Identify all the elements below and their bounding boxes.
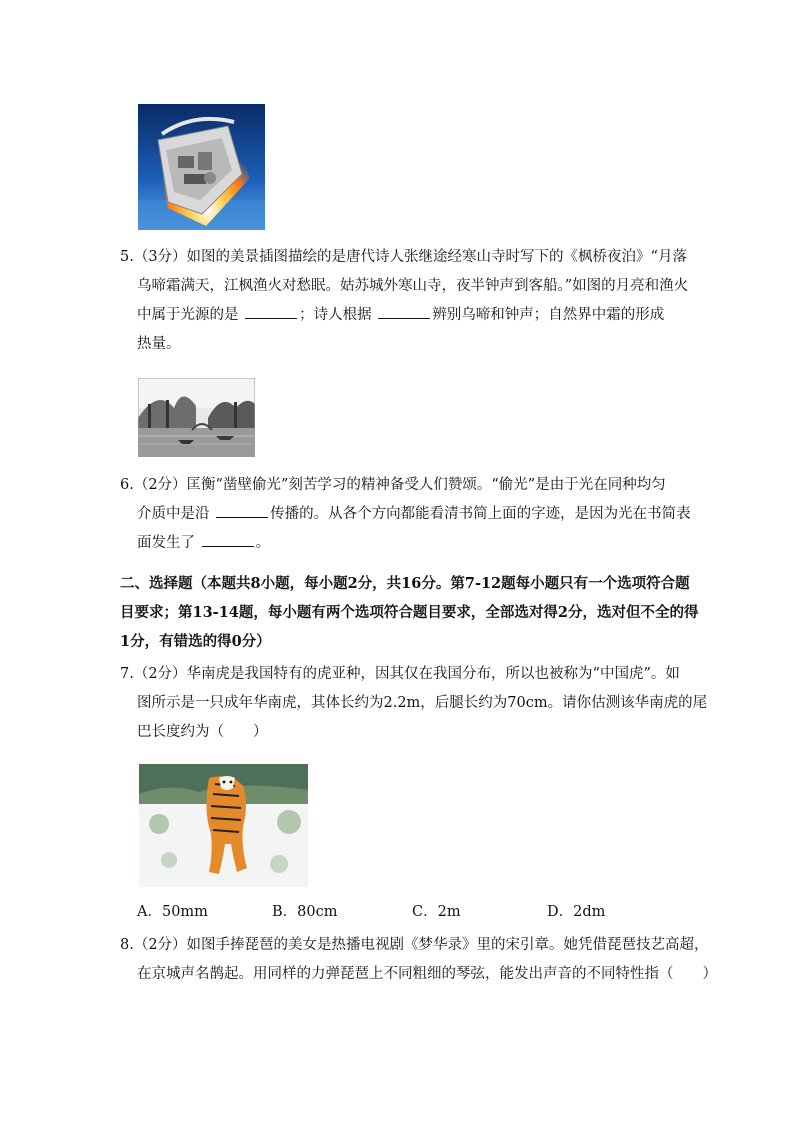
section-2-line-2: 目要求；第13-14题，每小题有两个选项符合题目要求，全部选对得2分，选对但不全的得 bbox=[120, 604, 699, 621]
q8-line-1: 8.（2分）如图手捧琵琶的美女是热播电视剧《梦华录》里的宋引章。她凭借琵琶技艺高超， bbox=[120, 937, 709, 953]
section-2-line-3: 1分，有错选的得0分） bbox=[120, 633, 271, 650]
q7-line-3: 巴长度约为（ ） bbox=[137, 724, 268, 740]
q5-answer-blank-2[interactable] bbox=[378, 317, 430, 319]
q6-answer-blank-2[interactable] bbox=[202, 545, 254, 547]
question-5 bbox=[120, 243, 689, 359]
q6-line-2-part-b: 传播的。从各个方向都能看清书简上面的字迹，是因为光在书简表 bbox=[270, 506, 691, 522]
q5-line-3 bbox=[120, 301, 680, 330]
q5-line-4: 热量。 bbox=[137, 336, 181, 352]
q6-line-3-part-b: 。 bbox=[255, 535, 271, 551]
q7-options bbox=[137, 900, 657, 926]
section-2-heading bbox=[120, 569, 699, 656]
q7-option-d[interactable]: D．2dm bbox=[547, 904, 606, 920]
maple-bridge-image bbox=[138, 378, 255, 457]
tiger-image bbox=[139, 764, 308, 887]
q7-option-c[interactable]: C．2m bbox=[412, 904, 461, 920]
q7-line-2: 图所示是一只成年华南虎，其体长约为2.2m，后腿长约为70cm。请你估测该华南虎的尾 bbox=[137, 695, 708, 711]
question-7 bbox=[120, 660, 708, 747]
q5-answer-blank-1[interactable] bbox=[245, 317, 297, 319]
q7-option-a[interactable]: A．50mm bbox=[137, 904, 208, 920]
q6-answer-blank-1[interactable] bbox=[216, 516, 268, 518]
q5-line-1: 5.（3分）如图的美景插图描绘的是唐代诗人张继途经寒山寺时写下的《枫桥夜泊》“月落 bbox=[120, 249, 687, 265]
q5-line-2: 乌啼霜满天，江枫渔火对愁眠。姑苏城外寒山寺，夜半钟声到客船。”如图的月亮和渔火 bbox=[137, 278, 689, 294]
q5-line-3-part-b: ；诗人根据 bbox=[299, 307, 377, 323]
q7-line-1: 7.（2分）华南虎是我国特有的虎亚种，因其仅在我国分布，所以也被称为“中国虎”。如 bbox=[120, 666, 680, 682]
section-2-line-1: 二、选择题（本题共8小题，每小题2分，共16分。第7-12题每小题只有一个选项符合题 bbox=[120, 575, 690, 592]
q6-line-1: 6.（2分）匡衡“凿壁偷光”刻苦学习的精神备受人们赞颂。“偷光”是由于光在同种均匀 bbox=[120, 477, 666, 493]
q6-line-3 bbox=[120, 529, 680, 558]
q6-line-3-part-a: 面发生了 bbox=[137, 535, 200, 551]
spacecraft-image bbox=[138, 104, 265, 230]
q8-line-2: 在京城声名鹊起。用同样的力弹琵琶上不同粗细的琴弦，能发出声音的不同特性指（ ） bbox=[137, 966, 717, 982]
q7-option-b[interactable]: B．80cm bbox=[272, 904, 338, 920]
question-6 bbox=[120, 471, 691, 558]
question-8 bbox=[120, 931, 717, 989]
q5-line-3-part-c: 辨别乌啼和钟声；自然界中霜的形成 bbox=[432, 307, 665, 323]
q6-line-2 bbox=[120, 500, 691, 529]
q5-line-3-part-a: 中属于光源的是 bbox=[137, 307, 244, 323]
q6-line-2-part-a: 介质中是沿 bbox=[137, 506, 215, 522]
